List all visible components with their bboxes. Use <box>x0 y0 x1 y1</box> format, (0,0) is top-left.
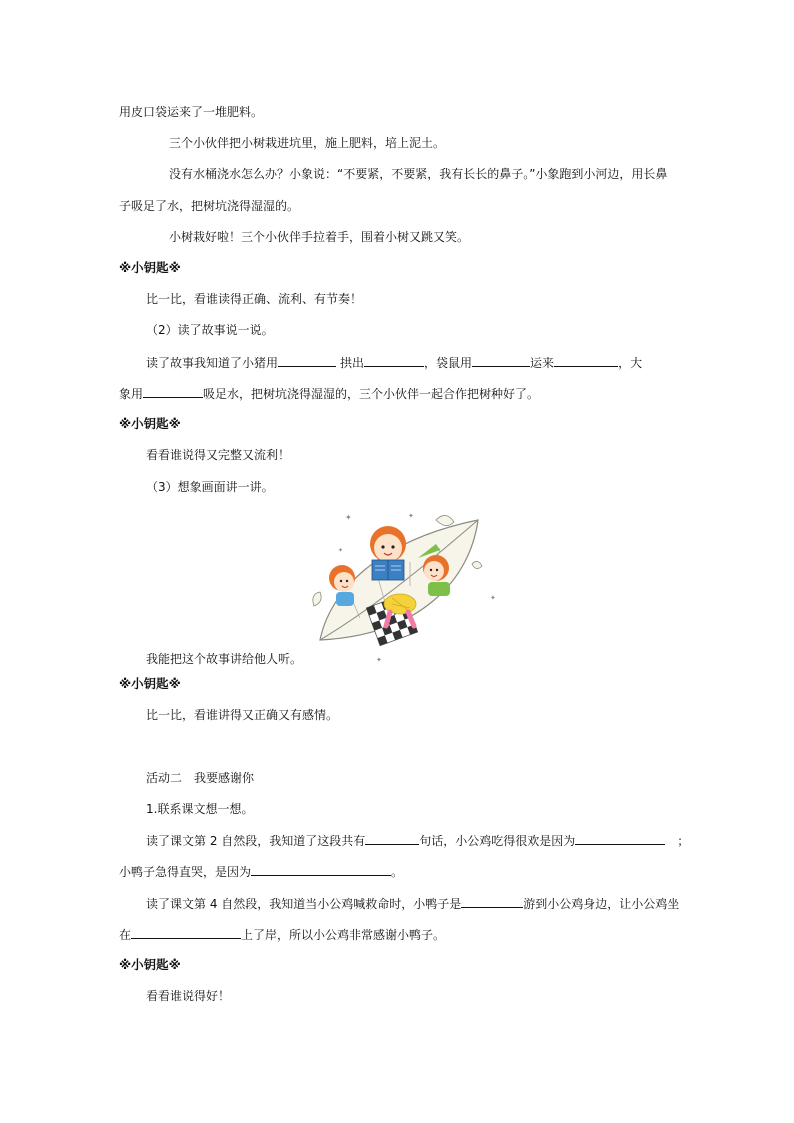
task2-text-e: ，大 <box>618 356 643 370</box>
story-paragraph-3b: 子吸足了水，把树坑浇得湿湿的。 <box>119 199 300 213</box>
tip-4: 看看谁说得好！ <box>146 989 231 1003</box>
task2-text-a: 读了故事我知道了小猪用 <box>146 356 279 370</box>
boy-left <box>329 565 355 606</box>
blank-3[interactable] <box>472 354 530 367</box>
blank-2[interactable] <box>364 354 424 367</box>
story-paragraph-4: 小树栽好啦！三个小伙伴手拉着手，围着小树又跳又笑。 <box>169 230 470 244</box>
task2-heading: （2）读了故事说一说。 <box>146 323 274 337</box>
tip-3: 比一比，看谁讲得又正确又有感情。 <box>146 708 339 722</box>
activity2-text-1c: ； <box>677 834 690 848</box>
activity2-text-2b: 。 <box>391 865 404 879</box>
svg-text:✦: ✦ <box>490 594 496 602</box>
activity2-row-1 <box>146 832 689 849</box>
task2-fill-line-1 <box>146 354 642 371</box>
activity2-text-1b: 句话，小公鸡吃得很欢是因为 <box>419 834 576 848</box>
svg-text:✦: ✦ <box>345 513 352 522</box>
task2-text-g: 吸足水，把树坑浇得湿湿的，三个小伙伴一起合作把树种好了。 <box>203 387 540 401</box>
story-paragraph-2: 三个小伙伴把小树栽进坑里，施上肥料，培上泥土。 <box>169 136 446 150</box>
activity2-row-4 <box>119 926 445 943</box>
children-reading-illustration <box>300 500 500 665</box>
svg-text:✦: ✦ <box>408 512 414 520</box>
blank-6[interactable] <box>365 832 419 845</box>
activity2-title: 活动二 我要感谢你 <box>146 771 255 785</box>
girl-with-book <box>370 526 406 580</box>
small-leaf-top <box>436 515 454 525</box>
blank-9[interactable] <box>461 895 523 908</box>
task2-fill-line-2 <box>119 385 539 402</box>
blank-7[interactable] <box>575 832 665 845</box>
activity2-text-2a: 小鸭子急得直哭，是因为 <box>119 865 252 879</box>
task2-text-f: 象用 <box>119 387 144 401</box>
tip-title-3: ※小钥匙※ <box>119 676 181 691</box>
blank-8[interactable] <box>251 863 391 876</box>
tip-2: 看看谁说得又完整又流利！ <box>146 448 291 462</box>
task2-text-c: ，袋鼠用 <box>424 356 473 370</box>
tip-title-2: ※小钥匙※ <box>119 416 181 431</box>
activity2-text-3a: 读了课文第 4 自然段，我知道当小公鸡喊救命时，小鸭子是 <box>146 897 462 911</box>
activity2-text-1a: 读了课文第 2 自然段，我知道了这段共有 <box>146 834 366 848</box>
svg-text:✦: ✦ <box>338 547 344 554</box>
story-paragraph-1: 用皮口袋运来了一堆肥料。 <box>119 105 264 119</box>
tip-title-1: ※小钥匙※ <box>119 260 181 275</box>
activity2-row-2 <box>119 863 403 880</box>
blank-5[interactable] <box>143 385 203 398</box>
task2-text-d: 运来 <box>530 356 555 370</box>
tip-title-4: ※小钥匙※ <box>119 957 181 972</box>
tip-1: 比一比，看谁读得正确、流利、有节奏！ <box>146 292 363 306</box>
activity2-question-1: 1.联系课文想一想。 <box>146 802 254 816</box>
svg-text:✦: ✦ <box>376 656 382 664</box>
blank-1[interactable] <box>278 354 336 367</box>
blank-4[interactable] <box>554 354 618 367</box>
story-paragraph-3a: 没有水桶浇水怎么办？小象说：“不要紧，不要紧，我有长长的鼻子。”小象跑到小河边，用长鼻 <box>169 167 668 181</box>
activity2-text-4a: 在 <box>119 928 132 942</box>
small-leaf-left <box>313 592 321 606</box>
activity2-text-3b: 游到小公鸡身边，让小公鸡坐 <box>523 897 680 911</box>
blank-10[interactable] <box>131 926 241 939</box>
task3-sentence: 我能把这个故事讲给他人听。 <box>146 652 303 666</box>
task2-text-b: 拱出 <box>340 356 365 370</box>
activity2-row-3 <box>146 895 679 912</box>
task3-heading: （3）想象画面讲一讲。 <box>146 480 274 494</box>
activity2-text-4b: 上了岸，所以小公鸡非常感谢小鸭子。 <box>241 928 446 942</box>
